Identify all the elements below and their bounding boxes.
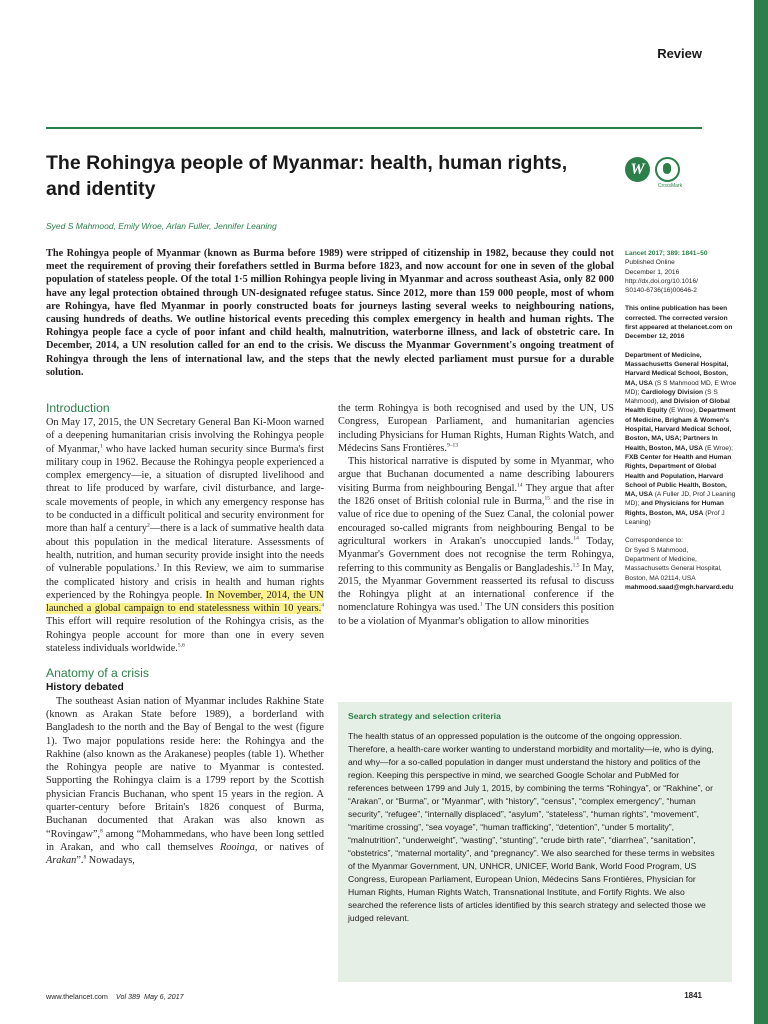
article-sidebar <box>625 249 737 601</box>
citation-block <box>625 249 737 295</box>
affiliation-4-authors: (E Wroe); <box>704 444 733 452</box>
footer-site[interactable]: www.thelancet.com <box>46 992 108 1001</box>
correspondence-email[interactable]: mahmood.saad@mgh.harvard.edu <box>625 583 734 591</box>
affiliation-2-authors: (S S Mahmood), <box>625 388 718 406</box>
middle-column <box>338 402 614 628</box>
affiliation-1-authors: (S S Mahmood MD, E Wroe MD); <box>625 379 737 396</box>
doi-line-1[interactable]: http://dx.doi.org/10.1016/ <box>625 277 698 285</box>
affiliation-2: Cardiology Division <box>641 388 704 396</box>
w-badge-icon[interactable]: W <box>625 157 650 182</box>
correspondence-city: Boston, MA 02114, USA <box>625 574 696 582</box>
published-label: Published Online <box>625 259 675 267</box>
correspondence-hospital: Massachusetts General Hospital, <box>625 565 722 573</box>
doi-line-2[interactable]: S0140-6736(16)00646-2 <box>625 287 697 295</box>
footer-date: May 6, 2017 <box>144 992 184 1001</box>
affiliation-1: Department of Medicine, Massachusetts General Hospital, Harvard Medical School, Boston, MA, USA <box>625 351 729 387</box>
affiliation-3: and Division of Global Health Equity <box>625 398 730 415</box>
citation: Lancet 2017; 389: 1841–50 <box>625 250 708 257</box>
affiliation-5-authors: (A Fuller JD, Prof J Leaning MD); <box>625 491 736 508</box>
crossmark-label: CrossMark <box>657 183 683 189</box>
left-column <box>46 400 324 868</box>
section-label: Review <box>657 46 702 61</box>
correspondence <box>625 536 737 592</box>
middle-paragraph-1: the term Rohingya is both recognised and used by the UN, US Congress, European Parliament, and humanitarian agencies including Physicians for Human Rights, Human Rights Watch, and Médecins Sans Frontières.$^{9-13}$ <box>338 403 614 454</box>
history-subheading: History debated <box>46 682 124 694</box>
affiliations <box>625 351 737 528</box>
intro-heading: Introduction <box>46 401 110 415</box>
correspondence-label: Correspondence to: <box>625 537 683 545</box>
author-list: Syed S Mahmood, Emily Wroe, Arlan Fuller, Jennifer Leaning <box>46 221 277 231</box>
crossmark-icon[interactable] <box>655 157 680 182</box>
abstract: The Rohingya people of Myanmar (known as Burma before 1989) were stripped of citizenship in 1982, because they could not meet the requirement of proving their forefathers settled in Burma before 1823, and now account for one in seven of the global population of stateless people. Of the total 1·5 million Rohingya people living in Myanmar and across southeast Asia, only 82 000 have any legal protection obtained through UN-designated refugee status. Since 2012, more than 159 000 people, most of whom are Rohingya, have fled Myanmar in poorly constructed boats for journeys lasting several weeks to neighbouring nations, causing hundreds of deaths. We outline historical events preceding this complex emergency in health and human rights. The Rohingya people face a cycle of poor infant and child health, malnutrition, waterborne illness, and lack of obstetric care. In December, 2014, a UN resolution called for an end to the crisis. We discuss the Myanmar Government's ongoing treatment of Rohingya through the lens of international law, and the steps that the newly elected parliament must pursue for a durable solution. <box>46 248 614 378</box>
article-badges <box>622 153 692 189</box>
intro-paragraph: On May 17, 2015, the UN Secretary General Ban Ki-Moon warned of a deepening humanitarian crisis involving the Rohingya people of Myanmar,$^1$ who have lacked human security since Burma's first military coup in 1962. Because the Rohingya people experienced a complex emergency—ie, a situation of disrupted livelihood and threat to life produced by warfare, civil disturbance, and large-scale movements of people, in which any emergency response has to be conducted in a difficult political and security environment for more than half a century$^2$—there is a lack of summative health data about this population in the medical literature. Assessments of health, nutrition, and human security provide insight into the needs of vulnerable populations.$^3$ In this Review, we aim to summarise the complicated history and crisis in health and human rights experienced by the Rohingya people. In November, 2014, the UN launched a global campaign to end statelessness within 10 years.$^4$ This effort will require resolution of the Rohingya crisis, as the Rohingya people account for more than one in every seven stateless individuals worldwide.$^{5,6}$ <box>46 417 325 655</box>
affiliation-6-authors: (Prof J Leaning) <box>625 509 725 527</box>
middle-paragraph-2: This historical narrative is disputed by some in Myanmar, who argue that Buchanan documented a name describing labourers visiting Burma from neighbouring Bengal.$^{14}$ They argue that after the 1826 onset of British colonial rule in Burma,$^{15}$ and the rise in value of rice due to opening of the Suez Canal, the colonial power encouraged so-called migrants from neighbouring Bengal to be agricultural workers in Arakan's unoccupied lands.$^{14}$ Today, Myanmar's Government does not recognise the term Rohingya, referring to this community as Bengalis or Bangladeshis.$^{1,5}$ In May, 2015, the Myanmar Government reasserted its refusal to discuss the Rohingya plight at an international conference if the nomenclature Rohingya was used.$^1$ The UN considers this position to be a violation of Myanmar's obligation to allow minorities <box>338 456 614 627</box>
anatomy-paragraph: The southeast Asian nation of Myanmar includes Rakhine State (known as Arakan State before 1989), a borderland with Bangladesh to the north and the Bay of Bengal to the west (figure 1). Two major populations reside here: the Rohingya and the Rakhine (also known as the Arakanese) peoples (table 1). Whether the Rohingya people are native to Myanmar is contested. Supporting the Rohingya claim is a 1799 report by the Scottish physician Francis Buchanan, who spent 15 years in the region. A quarter-century before Britain's 1826 conquest of Burma, Buchanan documented that Arakan was also known as “Rovingaw”,$^8$ among “Mohammedans, who have been long settled in Arakan, and who call themselves Rooinga, or natives of Arakan”.$^8$ Nowadays, <box>46 695 324 867</box>
search-strategy-panel <box>338 702 732 982</box>
header-rule <box>46 127 702 129</box>
anatomy-heading: Anatomy of a crisis <box>46 666 149 681</box>
search-strategy-heading: Search strategy and selection criteria <box>348 711 501 721</box>
correspondence-dept: Department of Medicine, <box>625 555 697 563</box>
search-strategy-text: The health status of an oppressed population is the outcome of the ongoing oppression. Therefore, a health-care worker wanting to understand morbidity and mortality—ie, who is dying, and why—for a so-called population in danger must understand the history and politics of the region. Keeping this perspective in mind, we searched Google Scholar and PubMed for references between 1799 and July 1, 2015, by combining the terms “Rohingya”, or “Rakhine”, or “Arakan”, or “Burma”, or “Myanmar”, with “history”, “census”, “complex emergency”, “human security”, “refugee”, “internally displaced”, “asylum”, “stateless”, “human rights”, “movement”, “maritime crossing”, “sea voyage”, “human trafficking”, “detention”, “under 5 mortality”, “malnutrition”, “underweight”, “wasting”, “stunting”, “crude birth rate”, “diarrhea”, “sanitation”, “obstetrics”, “maternal mortality”, and “pregnancy”. We also searched for these terms in websites of the Myanmar Government, UN, UNHCR, UNICEF, World Bank, World Food Program, US Congress, European Parliament, European Union, Médecins Sans Frontières, Physician for Human Rights, Human Rights Watch, Transnational Institute, and Fortify Rights. We also searched the reference lists of articles identified by this search strategy and selected those we judged relevant. <box>348 731 715 923</box>
highlighted-text: In November, 2014, the UN launched a global campaign to end statelessness within 10 years. <box>46 589 324 615</box>
affiliation-4: Department of Medicine, Brigham & Women's Hospital, Harvard Medical School, Boston, MA, USA; Partners In Health, Boston, MA, USA <box>625 407 736 452</box>
affiliation-5: FXB Center for Health and Human Rights, Department of Global Health and Population, Harvard School of Public Health, Boston, MA, USA <box>625 453 732 499</box>
footer-volume: Vol 389 <box>115 992 141 1001</box>
affiliation-3-authors: (E Wroe), <box>668 407 698 415</box>
page-footer <box>46 992 184 1001</box>
correction-note: This online publication has been corrected. The corrected version first appeared at thelancet.com on December 12, 2016 <box>625 305 733 341</box>
correspondence-name: Dr Syed S Mahmood, <box>625 546 689 554</box>
page-number: 1841 <box>684 991 702 1000</box>
affiliation-6: and Physicians for Human Rights, Boston, MA, USA <box>625 500 724 517</box>
article-title: The Rohingya people of Myanmar: health, human rights, and identity <box>46 152 568 200</box>
published-date: December 1, 2016 <box>625 268 680 276</box>
journal-edge-bar <box>754 0 768 1024</box>
